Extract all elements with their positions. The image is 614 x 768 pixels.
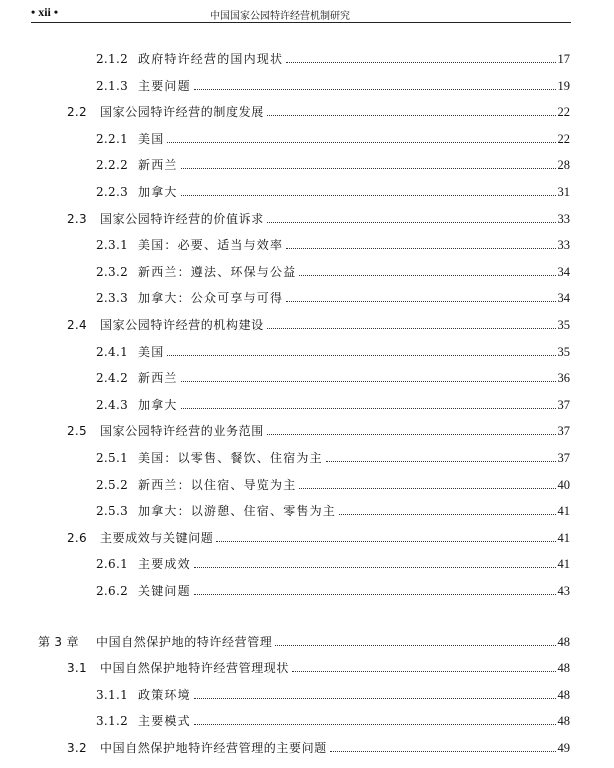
dot-leader xyxy=(194,89,556,90)
toc-entry[interactable] xyxy=(96,472,570,492)
toc-entry[interactable] xyxy=(67,525,570,545)
toc-entry[interactable] xyxy=(96,445,570,465)
toc-entry[interactable] xyxy=(96,339,570,359)
toc-entry-number: 2.1.3 xyxy=(96,78,129,93)
dot-leader xyxy=(275,645,555,646)
toc-entry-title: 主要模式 xyxy=(138,714,191,729)
dot-leader xyxy=(194,567,556,568)
toc-entry[interactable] xyxy=(96,46,570,66)
toc-entry[interactable] xyxy=(96,259,570,279)
toc-entry[interactable] xyxy=(96,578,570,598)
toc-entry-page: 31 xyxy=(557,185,570,199)
toc-entry[interactable] xyxy=(96,232,570,252)
toc-entry-page: 28 xyxy=(557,158,570,173)
toc-entry-page: 37 xyxy=(557,451,570,465)
toc-entry-title: 政策环境 xyxy=(138,687,191,702)
toc-entry-number: 3.1.1 xyxy=(96,687,129,702)
dot-leader xyxy=(267,222,556,223)
toc-entry-title: 主要成效与关键问题 xyxy=(100,530,214,545)
toc-entry-page: 33 xyxy=(557,211,570,226)
toc-entry-page: 48 xyxy=(557,634,570,649)
dot-leader xyxy=(286,248,555,249)
toc-entry-number: 2.2.3 xyxy=(96,185,129,199)
toc-entry-page: 48 xyxy=(557,714,570,729)
toc-entry-page: 35 xyxy=(557,318,570,332)
toc-entry-number: 2.6 xyxy=(67,530,87,545)
toc-entry-title: 新西兰：以住宿、导览为主 xyxy=(138,477,297,492)
toc-entry-page: 22 xyxy=(557,105,570,120)
toc-entry-title: 美国 xyxy=(138,344,165,359)
toc-entry-title: 国家公园特许经营的业务范围 xyxy=(100,424,264,439)
toc-entry-number: 2.3 xyxy=(67,211,87,226)
toc-entry-title: 政府特许经营的国内现状 xyxy=(138,52,284,66)
toc-entry-page: 41 xyxy=(557,557,570,572)
toc-entry-title: 美国：以零售、餐饮、住宿为主 xyxy=(138,451,323,465)
toc-entry-title: 新西兰：遵法、环保与公益 xyxy=(138,264,297,279)
toc-entry-number: 3.2 xyxy=(67,741,87,755)
toc-entry[interactable] xyxy=(96,152,570,172)
toc-entry-page: 41 xyxy=(557,504,570,519)
toc-entry-title: 加拿大 xyxy=(138,397,178,412)
toc-entry-page: 35 xyxy=(557,344,570,359)
dot-leader xyxy=(194,724,556,725)
dot-leader xyxy=(181,195,556,196)
toc-entry[interactable] xyxy=(38,629,570,649)
toc-entry-title: 中国自然保护地特许经营管理的主要问题 xyxy=(100,741,327,755)
toc-entry[interactable] xyxy=(67,312,570,332)
toc-entry[interactable] xyxy=(96,708,570,728)
toc-entry[interactable] xyxy=(96,179,570,199)
toc-entry-page: 48 xyxy=(557,687,570,702)
toc-entry-number: 2.5 xyxy=(67,424,87,439)
toc-entry-title: 国家公园特许经营的机构建设 xyxy=(100,318,264,332)
dot-leader xyxy=(181,381,556,382)
toc-entry-page: 37 xyxy=(557,397,570,412)
toc-entry-title: 主要问题 xyxy=(138,78,191,93)
toc-entry-page: 41 xyxy=(557,530,570,545)
toc-entry-number: 2.4.3 xyxy=(96,397,129,412)
toc-entry-number: 2.4 xyxy=(67,318,87,332)
toc-entry-page: 49 xyxy=(557,741,570,755)
dot-leader xyxy=(181,408,556,409)
dot-leader xyxy=(167,142,555,143)
toc-entry-title: 加拿大 xyxy=(138,185,178,199)
toc-entry-page: 40 xyxy=(557,477,570,492)
toc-entry-number: 2.2 xyxy=(67,105,87,120)
toc-entry-title: 新西兰 xyxy=(138,158,178,173)
toc-entry-title: 主要成效 xyxy=(138,557,191,572)
toc-entry-number: 2.1.2 xyxy=(96,52,129,66)
toc-entry-title: 国家公园特许经营的制度发展 xyxy=(100,105,264,120)
toc-entry-title: 美国 xyxy=(138,131,165,146)
toc-entry[interactable] xyxy=(96,498,570,518)
toc-entry-page: 34 xyxy=(557,291,570,306)
toc-entry-title: 加拿大：以游憩、住宿、零售为主 xyxy=(138,504,337,519)
toc-entry-number: 3.1.2 xyxy=(96,714,129,729)
toc-entry-number: 2.3.1 xyxy=(96,238,129,253)
toc-entry-number: 2.5.1 xyxy=(96,451,129,465)
running-title: 中国国家公园特许经营机制研究 xyxy=(210,11,350,22)
toc-entry-number: 2.2.1 xyxy=(96,131,129,146)
toc-entry-number: 第 3 章 xyxy=(38,634,79,649)
toc-entry-title: 美国：必要、适当与效率 xyxy=(138,238,284,253)
dot-leader xyxy=(339,514,555,515)
toc-entry-title: 新西兰 xyxy=(138,371,178,386)
dot-leader xyxy=(167,355,555,356)
toc-entry-page: 34 xyxy=(557,264,570,279)
toc-entry[interactable] xyxy=(96,392,570,412)
toc-entry[interactable] xyxy=(67,735,570,755)
toc-entry-number: 2.4.2 xyxy=(96,371,129,386)
dot-leader xyxy=(216,541,555,542)
dot-leader xyxy=(194,594,556,595)
toc-entry-number: 2.4.1 xyxy=(96,344,129,359)
toc-entry[interactable] xyxy=(67,418,570,438)
page-number: • xii • xyxy=(31,5,59,19)
toc-entry-page: 33 xyxy=(557,238,570,253)
dot-leader xyxy=(330,751,556,752)
toc-entry-page: 19 xyxy=(557,78,570,93)
toc-entry[interactable] xyxy=(96,73,570,93)
toc-entry[interactable] xyxy=(96,126,570,146)
toc-entry[interactable] xyxy=(67,206,570,226)
toc-entry[interactable] xyxy=(96,551,570,571)
toc-entry-number: 2.3.2 xyxy=(96,264,129,279)
dot-leader xyxy=(267,115,556,116)
toc-entry-number: 2.5.3 xyxy=(96,504,129,519)
dot-leader xyxy=(267,328,556,329)
toc-entry[interactable] xyxy=(67,655,570,675)
toc-entry-number: 2.2.2 xyxy=(96,158,129,173)
dot-leader xyxy=(299,275,555,276)
toc-entry[interactable] xyxy=(96,682,570,702)
toc-entry-page: 48 xyxy=(557,661,570,676)
toc-entry-title: 中国自然保护地的特许经营管理 xyxy=(96,634,273,649)
toc-entry-number: 2.6.1 xyxy=(96,557,129,572)
toc-entry[interactable] xyxy=(67,99,570,119)
dot-leader xyxy=(286,62,555,63)
dot-leader xyxy=(194,698,556,699)
toc-entry-page: 36 xyxy=(557,371,570,386)
dot-leader xyxy=(267,434,556,435)
dot-leader xyxy=(286,301,555,302)
toc-entry-number: 2.6.2 xyxy=(96,584,129,598)
toc-entry-number: 2.3.3 xyxy=(96,291,129,306)
dot-leader xyxy=(326,461,556,462)
toc-entry-page: 43 xyxy=(557,584,570,598)
toc-entry-number: 2.5.2 xyxy=(96,477,129,492)
toc-entry-title: 中国自然保护地特许经营管理现状 xyxy=(100,661,290,676)
toc-entry[interactable] xyxy=(96,365,570,385)
toc-entry-page: 37 xyxy=(557,424,570,439)
toc-entry[interactable] xyxy=(96,285,570,305)
toc-entry-page: 17 xyxy=(557,52,570,66)
dot-leader xyxy=(181,168,556,169)
toc-entry-title: 关键问题 xyxy=(138,584,191,598)
toc-entry-title: 加拿大：公众可享与可得 xyxy=(138,291,284,306)
toc-entry-number: 3.1 xyxy=(67,661,87,676)
toc-entry-page: 22 xyxy=(557,131,570,146)
dot-leader xyxy=(299,488,555,489)
dot-leader xyxy=(292,671,555,672)
toc-entry-title: 国家公园特许经营的价值诉求 xyxy=(100,211,264,226)
